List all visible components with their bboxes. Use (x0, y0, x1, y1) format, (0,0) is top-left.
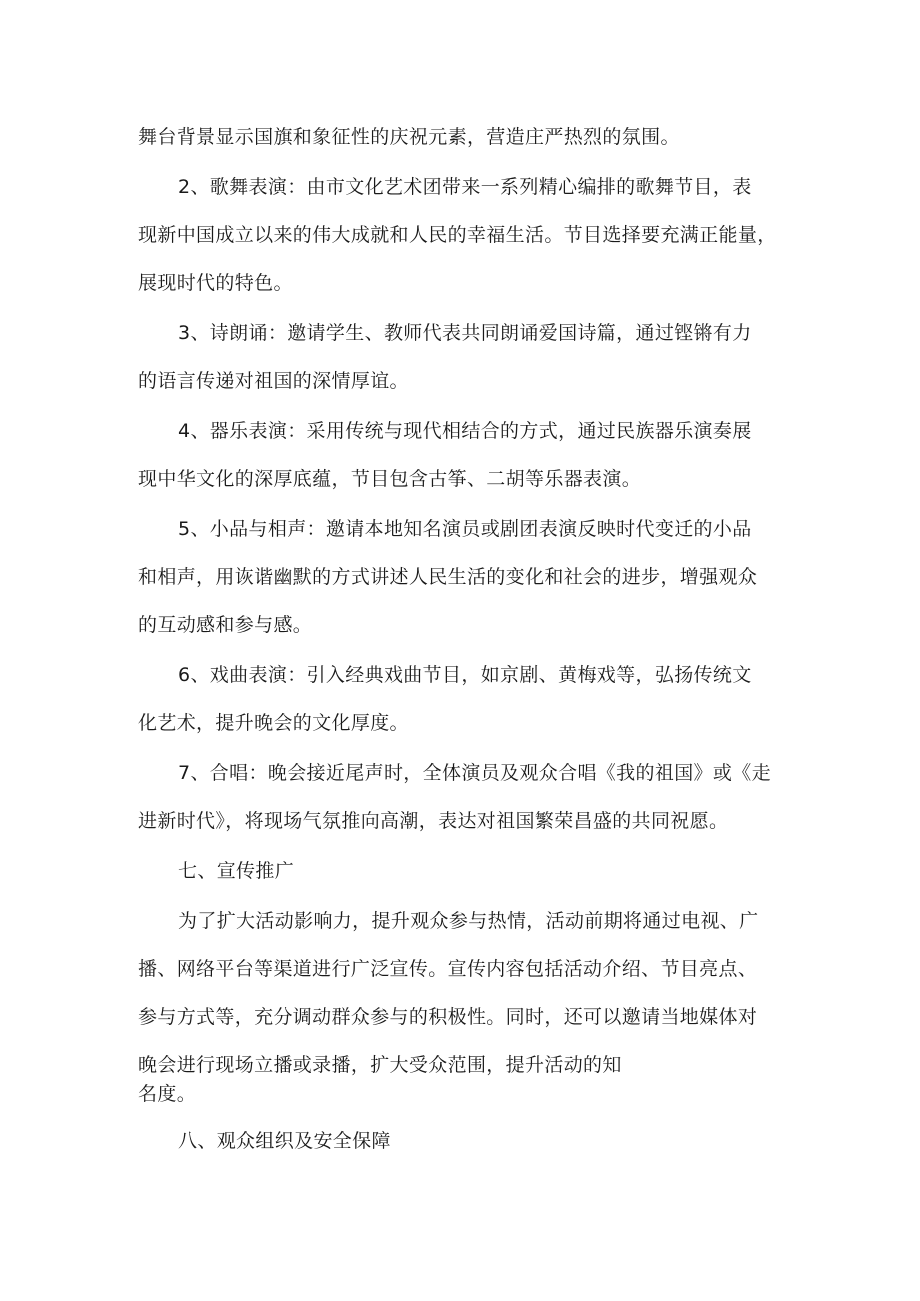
paragraph-line: 播、网络平台等渠道进行广泛宣传。宣传内容包括活动介绍、节目亮点、 (138, 958, 758, 980)
paragraph-line: 名度。 (138, 1083, 197, 1105)
paragraph-line: 5、小品与相声：邀请本地知名演员或剧团表演反映时代变迁的小品 (178, 518, 752, 540)
section-heading: 七、宣传推广 (178, 860, 295, 882)
paragraph-line: 6、戏曲表演：引入经典戏曲节目，如京剧、黄梅戏等，弘扬传统文 (178, 664, 752, 686)
paragraph-line: 的语言传递对祖国的深情厚谊。 (138, 370, 409, 392)
paragraph-line: 7、合唱：晚会接近尾声时，全体演员及观众合唱《我的祖国》或《走 (178, 762, 771, 784)
paragraph-line: 展现时代的特色。 (138, 272, 293, 294)
paragraph-line: 晚会进行现场立播或录播，扩大受众范围，提升活动的知 (138, 1054, 622, 1076)
paragraph-line: 为了扩大活动影响力，提升观众参与热情，活动前期将通过电视、广 (178, 910, 759, 932)
paragraph-line: 4、器乐表演：采用传统与现代相结合的方式，通过民族器乐演奏展 (178, 420, 752, 442)
paragraph-line: 舞台背景显示国旗和象征性的庆祝元素，营造庄严热烈的氛围。 (138, 126, 680, 148)
paragraph-line: 的互动感和参与感。 (138, 614, 313, 636)
paragraph-line: 2、歌舞表演：由市文化艺术团带来一系列精心编排的歌舞节目，表 (178, 176, 752, 198)
paragraph-line: 现中华文化的深厚底蕴，节目包含古筝、二胡等乐器表演。 (138, 468, 642, 490)
paragraph-line: 进新时代》，将现场气氛推向高潮，表达对祖国繁荣昌盛的共同祝愿。 (138, 810, 729, 832)
paragraph-line: 和相声，用诙谐幽默的方式讲述人民生活的变化和社会的进步，增强观众 (138, 566, 758, 588)
paragraph-line: 现新中国成立以来的伟大成就和人民的幸福生活。节目选择要充满正能量， (138, 224, 777, 246)
section-heading: 八、观众组织及安全保障 (178, 1130, 391, 1152)
paragraph-line: 3、诗朗诵：邀请学生、教师代表共同朗诵爱国诗篇，通过铿锵有力 (178, 322, 752, 344)
paragraph-line: 化艺术，提升晚会的文化厚度。 (138, 712, 409, 734)
paragraph-line: 参与方式等，充分调动群众参与的积极性。同时，还可以邀请当地媒体对 (138, 1006, 758, 1028)
